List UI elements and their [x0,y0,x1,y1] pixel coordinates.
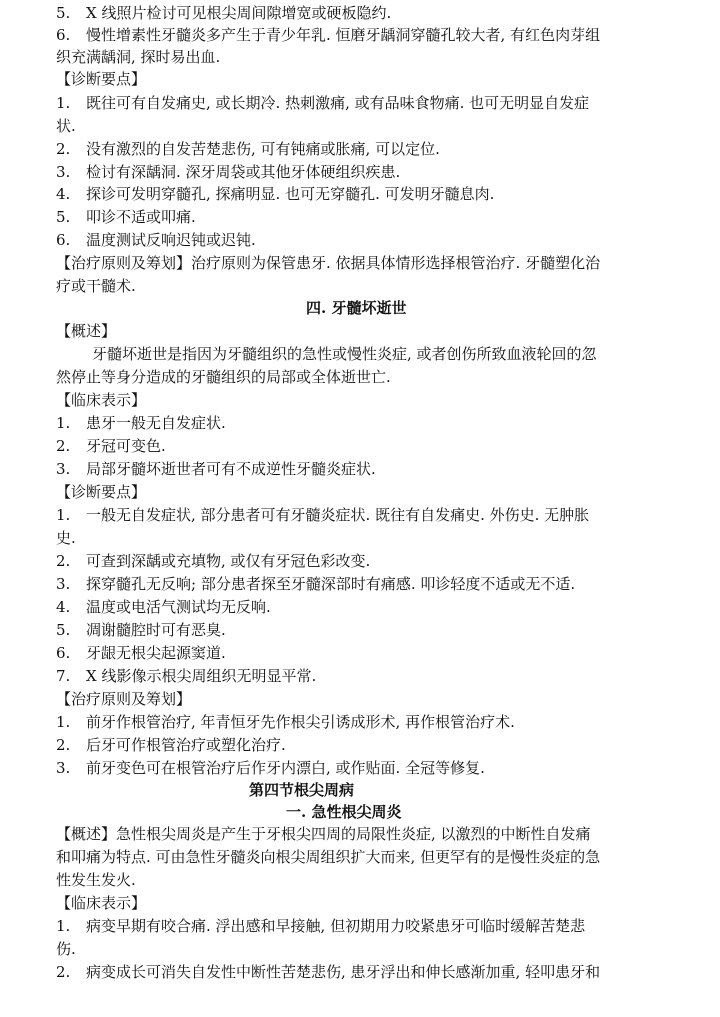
item-number: 3. [56,575,71,593]
section-label [56,320,116,342]
item-text: 状. [56,117,76,135]
item-number: 1. [56,94,71,112]
item-text: 既往可有自发痛史, 或长期冷. 热刺激痛, 或有品味食物痛. 也可无明显自发症 [86,94,590,112]
item-number: 2. [56,140,71,158]
item-text: 患牙一般无自发症状. [86,414,226,432]
list-item [56,229,256,251]
paragraph-line [56,823,591,845]
item-text: X 线照片检讨可见根尖周间隙增宽或硬板隐约. [86,4,392,22]
item-text: 叩诊不适或叩痛. [86,208,196,226]
paragraph-line [92,343,597,365]
item-text: 探穿髓孔无反响; 部分患者探至牙髓深部时有痛感. 叩诊轻度不适或无不适. [86,575,576,593]
item-number: 2. [56,552,71,570]
item-number: 1. [56,917,71,935]
item-text: 凋谢髓腔时可有恶臭. [86,621,226,639]
item-number: 1. [56,506,71,524]
item-text: 疗或干髓术. [56,277,136,295]
list-item [56,961,600,983]
chapter-heading: 第四节根尖周病 [249,781,355,799]
label-text: 【临床表示】 [56,391,147,409]
item-number: 4. [56,185,71,203]
list-item [56,734,286,756]
label-text: 【概述】 [56,322,117,340]
paragraph-line [56,366,391,388]
label-text: 【诊断要点】 [56,483,147,501]
list-item [56,161,400,183]
item-text: 病变成长可消失自发性中断性苦楚悲伤, 患牙浮出和伸长感渐加重, 轻叩患牙和 [86,963,601,981]
list-item [56,573,575,595]
item-number: 3. [56,460,71,478]
subsection-heading: 一. 急性根尖周炎 [286,803,402,821]
paragraph-line [56,869,136,891]
item-number: 7. [56,667,71,685]
list-item [56,206,196,228]
item-text: 没有激烈的自发苦楚悲伤, 可有钝痛或胀痛, 可以定位. [86,140,440,158]
paragraph-line [56,252,600,274]
item-number: 1. [56,713,71,731]
list-item [56,183,494,205]
list-item [56,642,226,664]
paragraph-line [56,938,76,960]
item-number: 6. [56,644,71,662]
list-item [56,92,589,114]
item-text: 史. [56,529,76,547]
item-text: 然停止等身分造成的牙髓组织的局部或全体逝世亡. [56,368,391,386]
item-text: 和叩痛为特点. 可由急性牙髓炎向根尖周组织扩大而来, 但更罕有的是慢性炎症的急 [56,848,601,866]
item-text: X 线影像示根尖周组织无明显平常. [86,667,317,685]
paragraph-line [56,115,76,137]
item-text: 后牙可作根管治疗或塑化治疗. [86,736,286,754]
list-item [56,665,316,687]
item-number: 3. [56,759,71,777]
item-text: 牙龈无根尖起源窦道. [86,644,226,662]
item-text: 前牙作根管治疗, 年青恒牙先作根尖引诱成形术, 再作根管治疗术. [86,713,515,731]
label-text: 【诊断要点】 [56,70,147,88]
item-text: 局部牙髓坏逝世者可有不成逆性牙髓炎症状. [86,460,376,478]
list-item [56,915,585,937]
list-item [56,435,166,457]
item-number: 6. [56,26,71,44]
item-number: 5. [56,621,71,639]
item-number: 2. [56,963,71,981]
item-text: 性发生发火. [56,871,136,889]
label-text: 【治疗原则及筹划】 [56,690,192,708]
list-item [56,711,515,733]
item-text: 温度测试反响迟钝或迟钝. [86,231,256,249]
item-text: 【概述】急性根尖周炎是产生于牙根尖四周的局限性炎症, 以激烈的中断性自发痛 [56,825,591,843]
item-text: 慢性增素性牙髓炎多产生于青少年乳. 恒磨牙龋洞穿髓孔较大者, 有红色肉芽组 [86,26,601,44]
list-item [56,412,226,434]
item-text: 检讨有深龋洞. 深牙周袋或其他牙体硬组织疾患. [86,163,401,181]
item-number: 4. [56,598,71,616]
item-number: 5. [56,208,71,226]
item-text: 前牙变色可在根管治疗后作牙内漂白, 或作贴面. 全冠等修复. [86,759,485,777]
item-number: 2. [56,437,71,455]
list-item [56,2,391,24]
item-number: 1. [56,414,71,432]
list-item [56,619,226,641]
paragraph-line [56,275,136,297]
label-text: 【临床表示】 [56,894,147,912]
item-number: 2. [56,736,71,754]
item-text: 一般无自发症状, 部分患者可有牙髓炎症状. 既往有自发痛史. 外伤史. 无肿胀 [86,506,590,524]
section-label [56,68,146,90]
item-text: 伤. [56,940,76,958]
paragraph-line [56,527,76,549]
list-item [56,138,440,160]
list-item [56,24,600,46]
list-item [56,757,485,779]
paragraph-line [56,846,600,868]
item-text: 牙冠可变色. [86,437,166,455]
section-label [56,481,146,503]
item-text: 可查到深龋或充填物, 或仅有牙冠色彩改变. [86,552,371,570]
paragraph-line [56,46,220,68]
item-text: 探诊可发明穿髓孔, 探痛明显. 也可无穿髓孔. 可发明牙髓息肉. [86,185,495,203]
item-text: 牙髓坏逝世是指因为牙髓组织的急性或慢性炎症, 或者创伤所致血液轮回的忽 [92,345,597,363]
item-number: 3. [56,163,71,181]
item-text: 温度或电活气测试均无反响. [86,598,271,616]
list-item [56,458,376,480]
section-label [56,688,191,710]
section-title: 四. 牙髓坏逝世 [306,299,407,317]
section-label [56,389,146,411]
item-text: 【治疗原则及筹划】治疗原则为保管患牙. 依据具体情形选择根管治疗. 牙髓塑化治 [56,254,601,272]
section-label [56,892,146,914]
item-number: 5. [56,4,71,22]
list-item [56,504,589,526]
item-number: 6. [56,231,71,249]
item-text: 病变早期有咬合痛. 浮出感和早接触, 但初期用力咬紧患牙可临时缓解苦楚悲 [86,917,586,935]
item-text: 织充满龋洞, 探时易出血. [56,48,221,66]
list-item [56,596,271,618]
list-item [56,550,370,572]
